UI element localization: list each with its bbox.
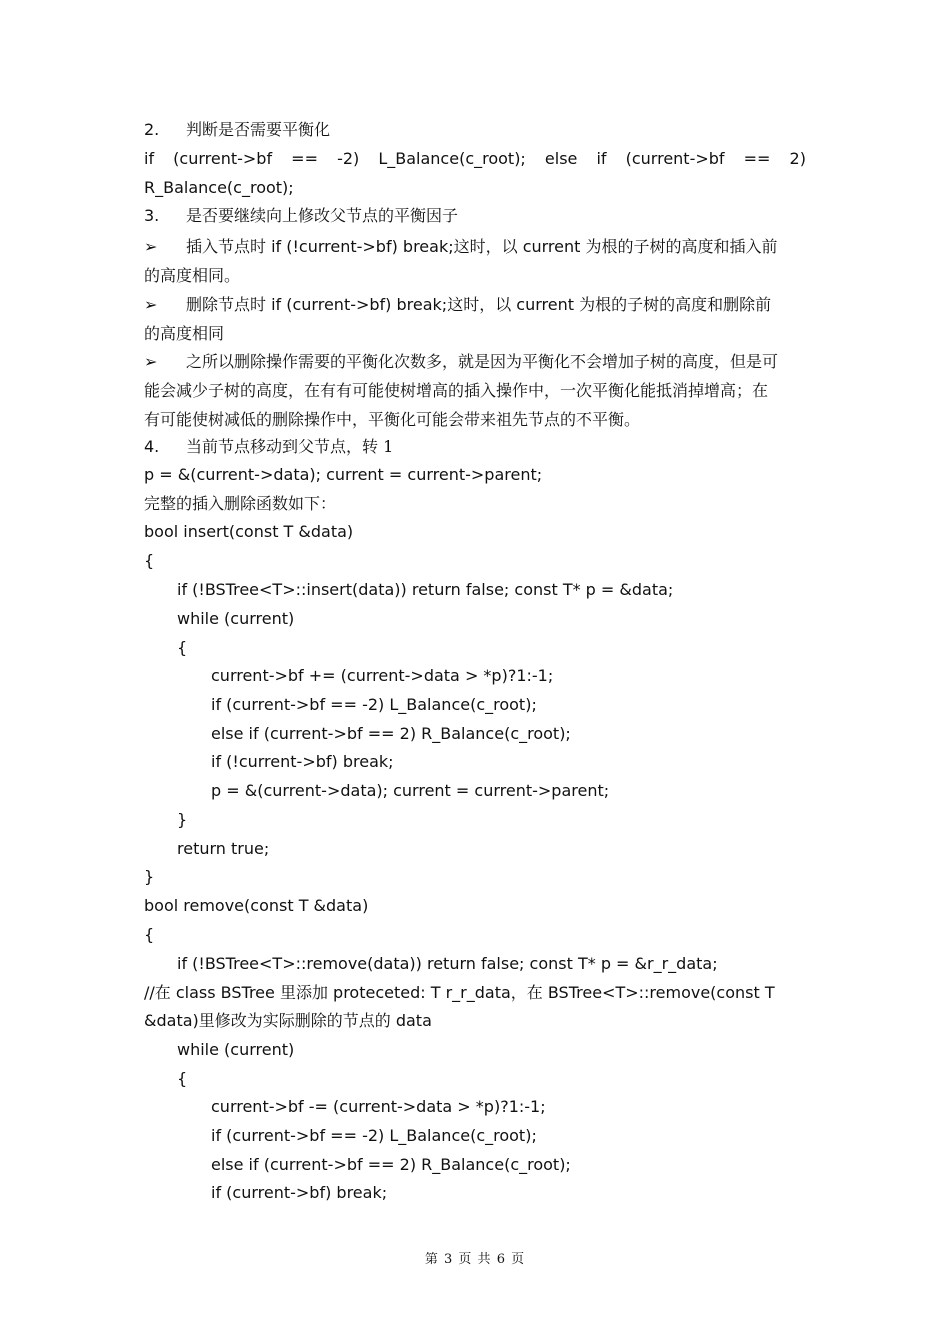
step-text: 当前节点移动到父节点，转 1 — [186, 437, 394, 456]
remove-loop-line: current->bf -= (current->data > *p)?1:-1; — [211, 1097, 546, 1116]
page-footer: 第 3 页 共 6 页 — [424, 1252, 526, 1267]
code-token: (current->bf — [173, 149, 273, 168]
arrow-bullet-icon: ➢ — [144, 295, 158, 314]
remove-while: while (current) — [177, 1040, 295, 1059]
bullet-2-line-1 — [144, 295, 806, 315]
code-brace: { — [177, 1069, 188, 1088]
code-token: L_Balance(c_root); — [378, 149, 526, 168]
insert-loop-line: p = &(current->data); current = current->parent; — [211, 781, 610, 800]
remove-loop-line: if (current->bf == -2) L_Balance(c_root); — [211, 1126, 537, 1145]
bullet-3-line-1 — [144, 352, 806, 372]
intro-line: 完整的插入删除函数如下： — [144, 494, 337, 513]
insert-loop-line: current->bf += (current->data > *p)?1:-1; — [211, 666, 554, 685]
remove-code-line: if (!BSTree<T>::remove(data)) return false; const T* p = &r_r_data; — [177, 954, 718, 973]
bullet-3-line-3: 有可能使树减低的删除操作中，平衡化可能会带来祖先节点的不平衡。 — [144, 410, 641, 429]
remove-comment-line-1: //在 class BSTree 里添加 proteceted: T r_r_data，在 BSTree<T>::remove(const T — [144, 983, 775, 1002]
remove-loop-line: if (current->bf) break; — [211, 1183, 388, 1202]
bullet-3-line-2: 能会减少子树的高度，在有有可能使树增高的插入操作中，一次平衡化能抵消掉增高；在 — [144, 381, 769, 400]
code-brace: } — [177, 810, 188, 829]
step-4-heading — [144, 437, 806, 457]
insert-loop-line: if (current->bf == -2) L_Balance(c_root); — [211, 695, 537, 714]
code-move-line: p = &(current->data); current = current->parent; — [144, 465, 543, 484]
code-brace: { — [144, 551, 155, 570]
insert-return: return true; — [177, 839, 270, 858]
step-3-heading — [144, 206, 806, 226]
code-token: -2) — [337, 149, 360, 168]
remove-comment-line-2: &data)里修改为实际删除的节点的 data — [144, 1011, 432, 1030]
bullet-text: 删除节点时 if (current->bf) break;这时，以 current 为根的子树的高度和删除前 — [186, 295, 772, 314]
step-text: 是否要继续向上修改父节点的平衡因子 — [186, 206, 459, 225]
insert-code-line: if (!BSTree<T>::insert(data)) return false; const T* p = &data; — [177, 580, 674, 599]
bullet-2-line-2: 的高度相同 — [144, 324, 225, 343]
code-token: else — [544, 149, 578, 168]
code-balance-line — [144, 149, 806, 169]
code-balance-line-2: R_Balance(c_root); — [144, 178, 294, 197]
remove-loop-line: else if (current->bf == 2) R_Balance(c_root); — [211, 1155, 571, 1174]
bullet-1-line-2: 的高度相同。 — [144, 266, 241, 285]
insert-loop-line: else if (current->bf == 2) R_Balance(c_root); — [211, 724, 571, 743]
insert-signature: bool insert(const T &data) — [144, 522, 354, 541]
code-token: == — [743, 149, 771, 168]
insert-loop-line: if (!current->bf) break; — [211, 752, 394, 771]
step-2-heading — [144, 120, 806, 140]
code-token: == — [291, 149, 318, 168]
code-brace: { — [177, 638, 188, 657]
arrow-bullet-icon: ➢ — [144, 237, 158, 256]
code-brace: } — [144, 867, 155, 886]
code-token: 2) — [789, 149, 806, 168]
code-token: if — [144, 149, 155, 168]
step-number: 4. — [144, 437, 160, 456]
code-brace: { — [144, 925, 155, 944]
bullet-1-line-1 — [144, 237, 806, 257]
step-number: 3. — [144, 206, 160, 225]
step-number: 2. — [144, 120, 160, 139]
arrow-bullet-icon: ➢ — [144, 352, 158, 371]
insert-while: while (current) — [177, 609, 295, 628]
bullet-text: 插入节点时 if (!current->bf) break;这时，以 current 为根的子树的高度和插入前 — [186, 237, 778, 256]
code-token: if — [596, 149, 607, 168]
step-text: 判断是否需要平衡化 — [186, 120, 331, 139]
remove-signature: bool remove(const T &data) — [144, 896, 369, 915]
bullet-text: 之所以删除操作需要的平衡化次数多，就是因为平衡化不会增加子树的高度，但是可 — [186, 352, 779, 371]
code-token: (current->bf — [625, 149, 725, 168]
